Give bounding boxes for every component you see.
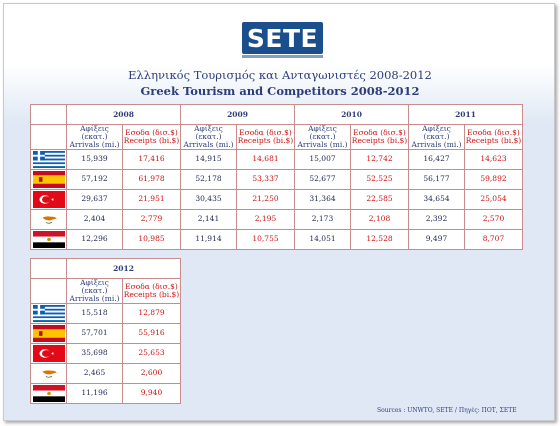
arrivals-value: 15,939 (67, 149, 123, 169)
slide (3, 3, 555, 421)
egypt-flag-icon (31, 229, 67, 249)
arrivals-header: Αφίξεις (εκατ.) Arrivals (mi.) (181, 125, 237, 150)
blank-cell (31, 259, 67, 279)
arrivals-value: 52,178 (181, 169, 237, 189)
logo-text: SETE (246, 23, 319, 53)
sete-logo (242, 22, 323, 54)
receipts-value: 52,525 (351, 169, 409, 189)
receipts-header: Εσοδα (δισ.$) Receipts (bi.$) (123, 125, 181, 150)
receipts-value: 2,779 (123, 209, 181, 229)
stats-table-2012 (30, 258, 181, 404)
arrivals-value: 52,677 (295, 169, 351, 189)
arrivals-value: 11,914 (181, 229, 237, 249)
column-header-row (31, 125, 523, 150)
receipts-header: Εσοδα (δισ.$) Receipts (bi.$) (351, 125, 409, 150)
arrivals-header: Αφίξεις (εκατ.) Arrivals (mi.) (409, 125, 465, 150)
receipts-value: 12,879 (123, 303, 181, 323)
arrivals-value: 31,364 (295, 189, 351, 209)
receipts-value: 12,528 (351, 229, 409, 249)
arrivals-header: Αφίξεις (εκατ.) Arrivals (mi.) (67, 125, 123, 150)
arrivals-header: Αφίξεις (εκατ.) Arrivals (mi.) (295, 125, 351, 150)
receipts-value: 59,892 (465, 169, 523, 189)
arrivals-value: 11,196 (67, 383, 123, 403)
arrivals-value: 2,141 (181, 209, 237, 229)
year-header: 2011 (409, 105, 523, 125)
logo-underline (242, 55, 323, 58)
year-row (31, 259, 181, 279)
turkey-flag-icon (31, 189, 67, 209)
receipts-value: 2,108 (351, 209, 409, 229)
receipts-header: Εσοδα (δισ.$) Receipts (bi.$) (237, 125, 295, 150)
receipts-value: 14,681 (237, 149, 295, 169)
egypt-flag-icon (31, 383, 67, 403)
receipts-value: 2,570 (465, 209, 523, 229)
column-header-row (31, 279, 181, 304)
year-row (31, 105, 523, 125)
greece-flag-icon (31, 149, 67, 169)
blank-cell (31, 279, 67, 304)
sources-note: Sources : UNWTO, SETE / Πηγές: ΠΟΤ, ΣΕΤΕ (377, 407, 517, 414)
arrivals-value: 15,007 (295, 149, 351, 169)
receipts-value: 55,916 (123, 323, 181, 343)
receipts-value: 2,600 (123, 363, 181, 383)
country-row-greece (31, 303, 181, 323)
arrivals-value: 34,654 (409, 189, 465, 209)
blank-cell (31, 105, 67, 125)
title-greek: Ελληνικός Τουρισμός και Ανταγωνιστές 2008-2012 (128, 68, 432, 82)
country-row-greece (31, 149, 523, 169)
arrivals-value: 14,051 (295, 229, 351, 249)
arrivals-value: 2,465 (67, 363, 123, 383)
country-row-spain (31, 323, 181, 343)
arrivals-value: 15,518 (67, 303, 123, 323)
country-row-turkey (31, 189, 523, 209)
arrivals-value: 12,296 (67, 229, 123, 249)
receipts-value: 21,951 (123, 189, 181, 209)
arrivals-value: 2,173 (295, 209, 351, 229)
receipts-value: 8,707 (465, 229, 523, 249)
arrivals-value: 9,497 (409, 229, 465, 249)
year-header: 2010 (295, 105, 409, 125)
receipts-value: 2,195 (237, 209, 295, 229)
arrivals-value: 57,192 (67, 169, 123, 189)
arrivals-value: 2,392 (409, 209, 465, 229)
country-row-cyprus (31, 363, 181, 383)
arrivals-value: 2,404 (67, 209, 123, 229)
arrivals-value: 14,915 (181, 149, 237, 169)
spain-flag-icon (31, 169, 67, 189)
arrivals-header: Αφίξεις (εκατ.) Arrivals (mi.) (67, 279, 123, 304)
arrivals-value: 30,435 (181, 189, 237, 209)
receipts-value: 12,742 (351, 149, 409, 169)
arrivals-value: 56,177 (409, 169, 465, 189)
receipts-value: 10,985 (123, 229, 181, 249)
spain-flag-icon (31, 323, 67, 343)
receipts-value: 10,755 (237, 229, 295, 249)
receipts-value: 17,416 (123, 149, 181, 169)
blank-cell (31, 125, 67, 150)
year-header: 2009 (181, 105, 295, 125)
cyprus-flag-icon (31, 209, 67, 229)
receipts-value: 22,585 (351, 189, 409, 209)
stats-table-2008-2011 (30, 104, 523, 250)
receipts-value: 25,054 (465, 189, 523, 209)
receipts-header: Εσοδα (δισ.$) Receipts (bi.$) (465, 125, 523, 150)
title-english: Greek Tourism and Competitors 2008-2012 (140, 84, 420, 98)
cyprus-flag-icon (31, 363, 67, 383)
receipts-header: Εσοδα (δισ.$) Receipts (bi.$) (123, 279, 181, 304)
country-row-spain (31, 169, 523, 189)
year-header: 2008 (67, 105, 181, 125)
year-header: 2012 (67, 259, 181, 279)
country-row-cyprus (31, 209, 523, 229)
receipts-value: 53,337 (237, 169, 295, 189)
receipts-value: 21,250 (237, 189, 295, 209)
turkey-flag-icon (31, 343, 67, 363)
country-row-egypt (31, 383, 181, 403)
arrivals-value: 57,701 (67, 323, 123, 343)
country-row-turkey (31, 343, 181, 363)
arrivals-value: 16,427 (409, 149, 465, 169)
greece-flag-icon (31, 303, 67, 323)
receipts-value: 9,940 (123, 383, 181, 403)
receipts-value: 61,978 (123, 169, 181, 189)
arrivals-value: 35,698 (67, 343, 123, 363)
receipts-value: 25,653 (123, 343, 181, 363)
country-row-egypt (31, 229, 523, 249)
arrivals-value: 29,637 (67, 189, 123, 209)
receipts-value: 14,623 (465, 149, 523, 169)
